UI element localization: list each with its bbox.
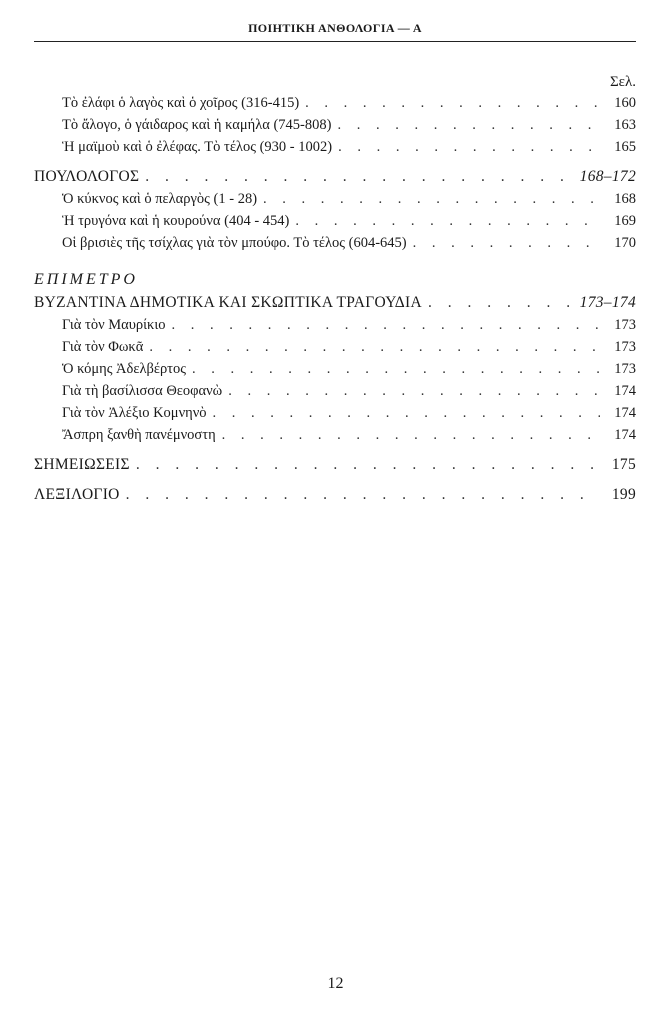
toc-section-byzantine — [34, 292, 636, 314]
toc-entry — [34, 314, 636, 336]
toc-entry — [34, 232, 636, 254]
toc-entry — [34, 402, 636, 424]
toc-section-title: ΣΗΜΕΙΩΣΕΙΣ — [34, 456, 130, 473]
toc-entry-page: 173 — [614, 339, 636, 355]
toc-entry — [34, 424, 636, 446]
page-number: 12 — [327, 975, 344, 992]
toc-section-notes — [34, 454, 636, 476]
toc-section-page: 175 — [611, 456, 636, 473]
leader-dots — [145, 166, 573, 188]
leader-dots — [228, 380, 600, 402]
toc-entry-title: Ἄσπρη ξανθὴ πανέμνοστη — [62, 427, 216, 443]
toc-entry — [34, 210, 636, 232]
leader-dots — [263, 188, 600, 210]
toc-entry — [34, 136, 636, 158]
toc-entry-title: Ἡ μαϊμοὺ καὶ ὁ ἐλέφας. Τὸ τέλος (930 - 1002) — [62, 139, 333, 155]
toc-section-pages: 173–174 — [579, 294, 636, 311]
appendix-heading: ΕΠΙΜΕΤΡΟ — [34, 271, 138, 288]
leader-dots — [305, 92, 600, 114]
toc-entry-page: 168 — [614, 191, 636, 207]
page-column-label: Σελ. — [609, 74, 636, 90]
toc-entry-page: 170 — [614, 235, 636, 251]
toc-section-page: 199 — [611, 486, 636, 503]
leader-dots — [213, 402, 600, 424]
toc-entry-page: 169 — [614, 213, 636, 229]
table-of-contents — [34, 72, 636, 506]
leader-dots — [295, 210, 600, 232]
toc-section-title: ΒΥΖΑΝΤΙΝΑ ΔΗΜΟΤΙΚΑ ΚΑΙ ΣΚΩΠΤΙΚΑ ΤΡΑΓΟΥΔΙΑ — [34, 294, 422, 311]
leader-dots — [337, 114, 600, 136]
toc-entry-page: 173 — [614, 361, 636, 377]
toc-entry-page: 174 — [614, 383, 636, 399]
toc-entry — [34, 92, 636, 114]
toc-entry-title: Ἡ τρυγόνα καὶ ἡ κουρούνα (404 - 454) — [62, 213, 290, 229]
toc-entry-title: Ὁ κύκνος καὶ ὁ πελαργὸς (1 - 28) — [62, 191, 258, 207]
toc-entry — [34, 380, 636, 402]
leader-dots — [413, 232, 600, 254]
leader-dots — [136, 454, 600, 476]
leader-dots — [222, 424, 600, 446]
toc-entry-title: Ὁ κόμης Ἀδελβέρτος — [62, 361, 187, 377]
toc-entry-page: 173 — [614, 317, 636, 333]
toc-section-glossary — [34, 484, 636, 506]
toc-entry-title: Γιὰ τὸν Φωκᾶ — [62, 339, 144, 355]
leader-dots — [172, 314, 600, 336]
toc-entry-page: 174 — [614, 427, 636, 443]
toc-entry — [34, 358, 636, 380]
leader-dots — [126, 484, 600, 506]
toc-section-title: ΠΟΥΛΟΛΟΓΟΣ — [34, 168, 140, 185]
header-rule — [34, 41, 636, 42]
toc-entry-title: Γιὰ τὸν Ἀλέξιο Κομνηνὸ — [62, 405, 207, 421]
toc-entry-page: 163 — [614, 117, 636, 133]
toc-entry-page: 174 — [614, 405, 636, 421]
toc-entry — [34, 114, 636, 136]
toc-section-pages: 168–172 — [579, 168, 636, 185]
toc-entry-title: Τὸ ἄλογο, ὁ γάιδαρος καὶ ἡ καμήλα (745-808) — [62, 117, 332, 133]
toc-entry-title: Οἱ βρισιὲς τῆς τσίχλας γιὰ τὸν μπούφο. Τὸ τέλος (604-645) — [62, 235, 407, 251]
toc-entry-page: 165 — [614, 139, 636, 155]
toc-section-title: ΛΕΞΙΛΟΓΙΟ — [34, 486, 120, 503]
leader-dots — [192, 358, 600, 380]
toc-entry — [34, 188, 636, 210]
toc-entry — [34, 336, 636, 358]
toc-entry-title: Γιὰ τὸν Μαυρίκιο — [62, 317, 166, 333]
toc-entry-page: 160 — [614, 95, 636, 111]
running-head: ΠΟΙΗΤΙΚΗ ΑΝΘΟΛΟΓΙΑ — Α — [248, 21, 422, 35]
toc-entry-title: Τὸ ἐλάφι ὁ λαγὸς καὶ ὁ χοῖρος (316-415) — [62, 95, 300, 111]
toc-entry-title: Γιὰ τὴ βασίλισσα Θεοφανὼ — [62, 383, 223, 399]
leader-dots — [149, 336, 600, 358]
leader-dots — [428, 292, 574, 314]
toc-section-pouloologos — [34, 166, 636, 188]
leader-dots — [338, 136, 600, 158]
